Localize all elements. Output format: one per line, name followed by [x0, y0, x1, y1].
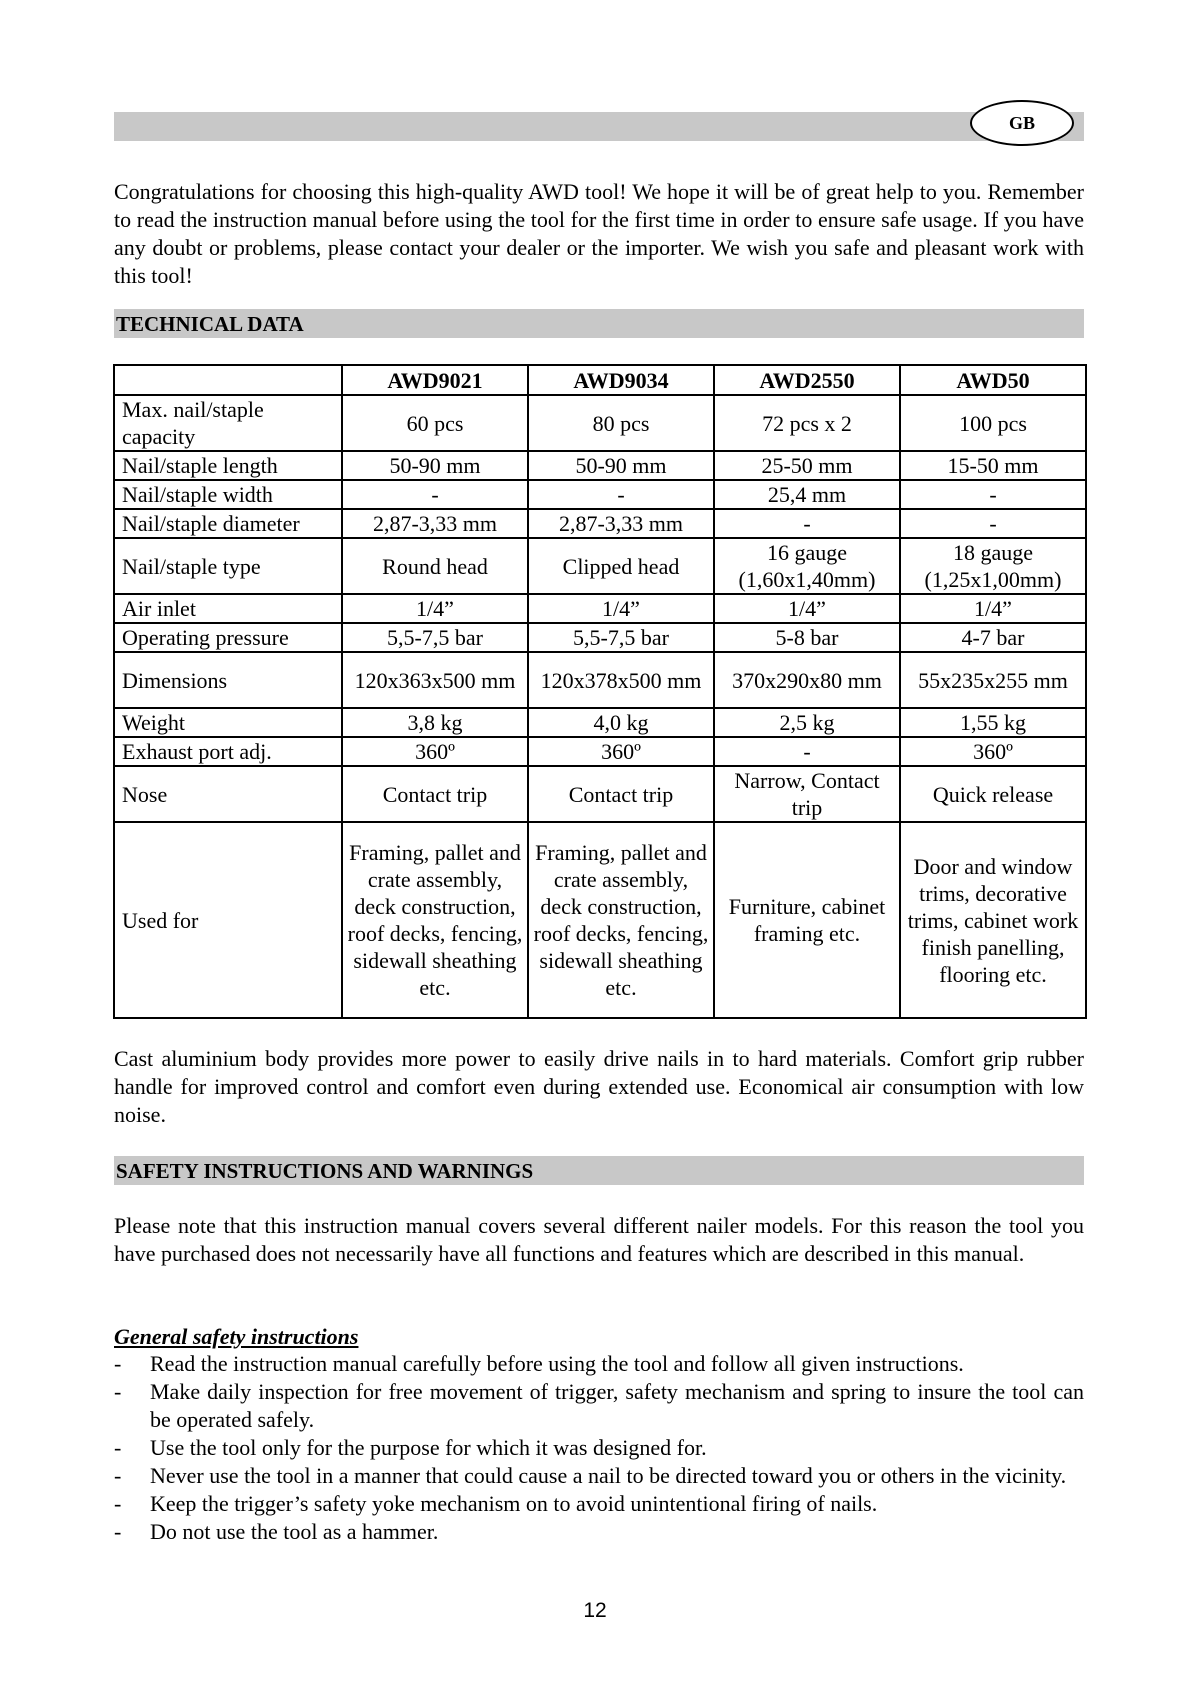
- table-cell: Round head: [342, 538, 528, 594]
- table-cell: 1/4”: [342, 594, 528, 623]
- table-cell: 25-50 mm: [714, 451, 900, 480]
- table-cell: -: [900, 480, 1086, 509]
- table-cell: Quick release: [900, 766, 1086, 822]
- table-cell: 16 gauge (1,60x1,40mm): [714, 538, 900, 594]
- safety-list: [114, 1350, 1084, 1546]
- row-label: Used for: [114, 822, 342, 1018]
- column-header: AWD2550: [714, 365, 900, 395]
- table-cell: -: [528, 480, 714, 509]
- table-cell: 50-90 mm: [342, 451, 528, 480]
- row-label: Air inlet: [114, 594, 342, 623]
- table-row: [114, 451, 1086, 480]
- list-item: - Read the instruction manual carefully before using the tool and follow all given instructions.: [114, 1351, 964, 1376]
- table-row: [114, 708, 1086, 737]
- table-cell: Framing, pallet and crate assembly, deck construction, roof decks, fencing, sidewall sheathing etc.: [342, 822, 528, 1018]
- row-label: Max. nail/staple capacity: [114, 395, 342, 451]
- list-item-text: Make daily inspection for free movement of trigger, safety mechanism and spring to insure the tool can be operated safely.: [150, 1379, 1084, 1432]
- table-cell: 360º: [342, 737, 528, 766]
- row-label: Dimensions: [114, 652, 342, 708]
- table-row: [114, 594, 1086, 623]
- table-cell: 360º: [528, 737, 714, 766]
- language-badge: GB: [970, 100, 1074, 146]
- column-header: AWD9021: [342, 365, 528, 395]
- list-item-text: Read the instruction manual carefully before using the tool and follow all given instructions.: [150, 1351, 964, 1376]
- header-bar: [114, 112, 1084, 141]
- list-item: - Make daily inspection for free movement of trigger, safety mechanism and spring to insure the tool can be operated safely.: [114, 1379, 1084, 1432]
- table-cell: 25,4 mm: [714, 480, 900, 509]
- column-header: [114, 365, 342, 395]
- table-cell: 4-7 bar: [900, 623, 1086, 652]
- row-label: Nail/staple length: [114, 451, 342, 480]
- table-cell: 1/4”: [900, 594, 1086, 623]
- table-cell: 4,0 kg: [528, 708, 714, 737]
- row-label: Weight: [114, 708, 342, 737]
- table-header-row: [114, 365, 1086, 395]
- table-cell: 120x363x500 mm: [342, 652, 528, 708]
- general-safety-heading: General safety instructions: [114, 1324, 359, 1349]
- table-cell: 3,8 kg: [342, 708, 528, 737]
- row-label: Nose: [114, 766, 342, 822]
- table-cell: Door and window trims, decorative trims, cabinet work finish panelling, flooring etc.: [900, 822, 1086, 1018]
- list-item: - Never use the tool in a manner that could cause a nail to be directed toward you or others in the vicinity.: [114, 1463, 1067, 1488]
- list-item: - Use the tool only for the purpose for which it was designed for.: [114, 1435, 707, 1460]
- table-cell: 18 gauge (1,25x1,00mm): [900, 538, 1086, 594]
- table-row: [114, 822, 1086, 1018]
- table-row: [114, 652, 1086, 708]
- table-cell: -: [900, 509, 1086, 538]
- table-cell: 15-50 mm: [900, 451, 1086, 480]
- list-item: - Do not use the tool as a hammer.: [114, 1519, 439, 1544]
- list-item-text: Never use the tool in a manner that could cause a nail to be directed toward you or others in the vicinity.: [150, 1463, 1067, 1488]
- table-row: [114, 480, 1086, 509]
- table-cell: 120x378x500 mm: [528, 652, 714, 708]
- table-cell: 1/4”: [714, 594, 900, 623]
- list-item-text: Do not use the tool as a hammer.: [150, 1519, 439, 1544]
- technical-data-heading: TECHNICAL DATA: [114, 309, 1084, 338]
- table-cell: Narrow, Contact trip: [714, 766, 900, 822]
- table-cell: -: [342, 480, 528, 509]
- table-cell: 1,55 kg: [900, 708, 1086, 737]
- table-cell: 55x235x255 mm: [900, 652, 1086, 708]
- row-label: Operating pressure: [114, 623, 342, 652]
- list-item: - Keep the trigger’s safety yoke mechanism on to avoid unintentional firing of nails.: [114, 1491, 878, 1516]
- table-cell: 2,87-3,33 mm: [528, 509, 714, 538]
- table-row: [114, 538, 1086, 594]
- table-cell: 370x290x80 mm: [714, 652, 900, 708]
- table-row: [114, 623, 1086, 652]
- table-row: [114, 737, 1086, 766]
- table-cell: 360º: [900, 737, 1086, 766]
- table-cell: 100 pcs: [900, 395, 1086, 451]
- table-cell: -: [714, 737, 900, 766]
- table-cell: 5,5-7,5 bar: [528, 623, 714, 652]
- page-number: 12: [583, 1599, 607, 1622]
- table-cell: Clipped head: [528, 538, 714, 594]
- table-cell: Contact trip: [528, 766, 714, 822]
- safety-note-paragraph: Please note that this instruction manual covers several different nailer models. For this reason the tool you have purchased does not necessarily have all functions and features which are described in this manual.: [114, 1213, 1084, 1266]
- table-cell: Framing, pallet and crate assembly, deck construction, roof decks, fencing, sidewall sheathing etc.: [528, 822, 714, 1018]
- table-cell: Furniture, cabinet framing etc.: [714, 822, 900, 1018]
- table-cell: Contact trip: [342, 766, 528, 822]
- column-header: AWD9034: [528, 365, 714, 395]
- table-row: [114, 766, 1086, 822]
- table-cell: 1/4”: [528, 594, 714, 623]
- table-cell: 2,87-3,33 mm: [342, 509, 528, 538]
- description-paragraph: Cast aluminium body provides more power to easily drive nails in to hard materials. Comfort grip rubber handle for improved control and comfort even during extended use. Economical air consumption with low noise.: [114, 1046, 1084, 1127]
- list-item-text: Keep the trigger’s safety yoke mechanism on to avoid unintentional firing of nails.: [150, 1491, 878, 1516]
- row-label: Exhaust port adj.: [114, 737, 342, 766]
- row-label: Nail/staple diameter: [114, 509, 342, 538]
- table-row: [114, 509, 1086, 538]
- intro-paragraph: Congratulations for choosing this high-quality AWD tool! We hope it will be of great help to you. Remember to read the instruction manual before using the tool for the first time in order to ensure safe usage. If you have any doubt or problems, please contact your dealer or the importer. We wish you safe and pleasant work with this tool!: [114, 179, 1084, 288]
- technical-data-table: [113, 364, 1087, 1019]
- column-header: AWD50: [900, 365, 1086, 395]
- table-cell: 80 pcs: [528, 395, 714, 451]
- table-cell: 5,5-7,5 bar: [342, 623, 528, 652]
- row-label: Nail/staple type: [114, 538, 342, 594]
- table-cell: 5-8 bar: [714, 623, 900, 652]
- list-item-text: Use the tool only for the purpose for which it was designed for.: [150, 1435, 707, 1460]
- table-cell: 60 pcs: [342, 395, 528, 451]
- table-cell: -: [714, 509, 900, 538]
- table-row: [114, 395, 1086, 451]
- safety-heading: SAFETY INSTRUCTIONS AND WARNINGS: [114, 1156, 1084, 1185]
- table-cell: 50-90 mm: [528, 451, 714, 480]
- table-cell: 72 pcs x 2: [714, 395, 900, 451]
- table-cell: 2,5 kg: [714, 708, 900, 737]
- row-label: Nail/staple width: [114, 480, 342, 509]
